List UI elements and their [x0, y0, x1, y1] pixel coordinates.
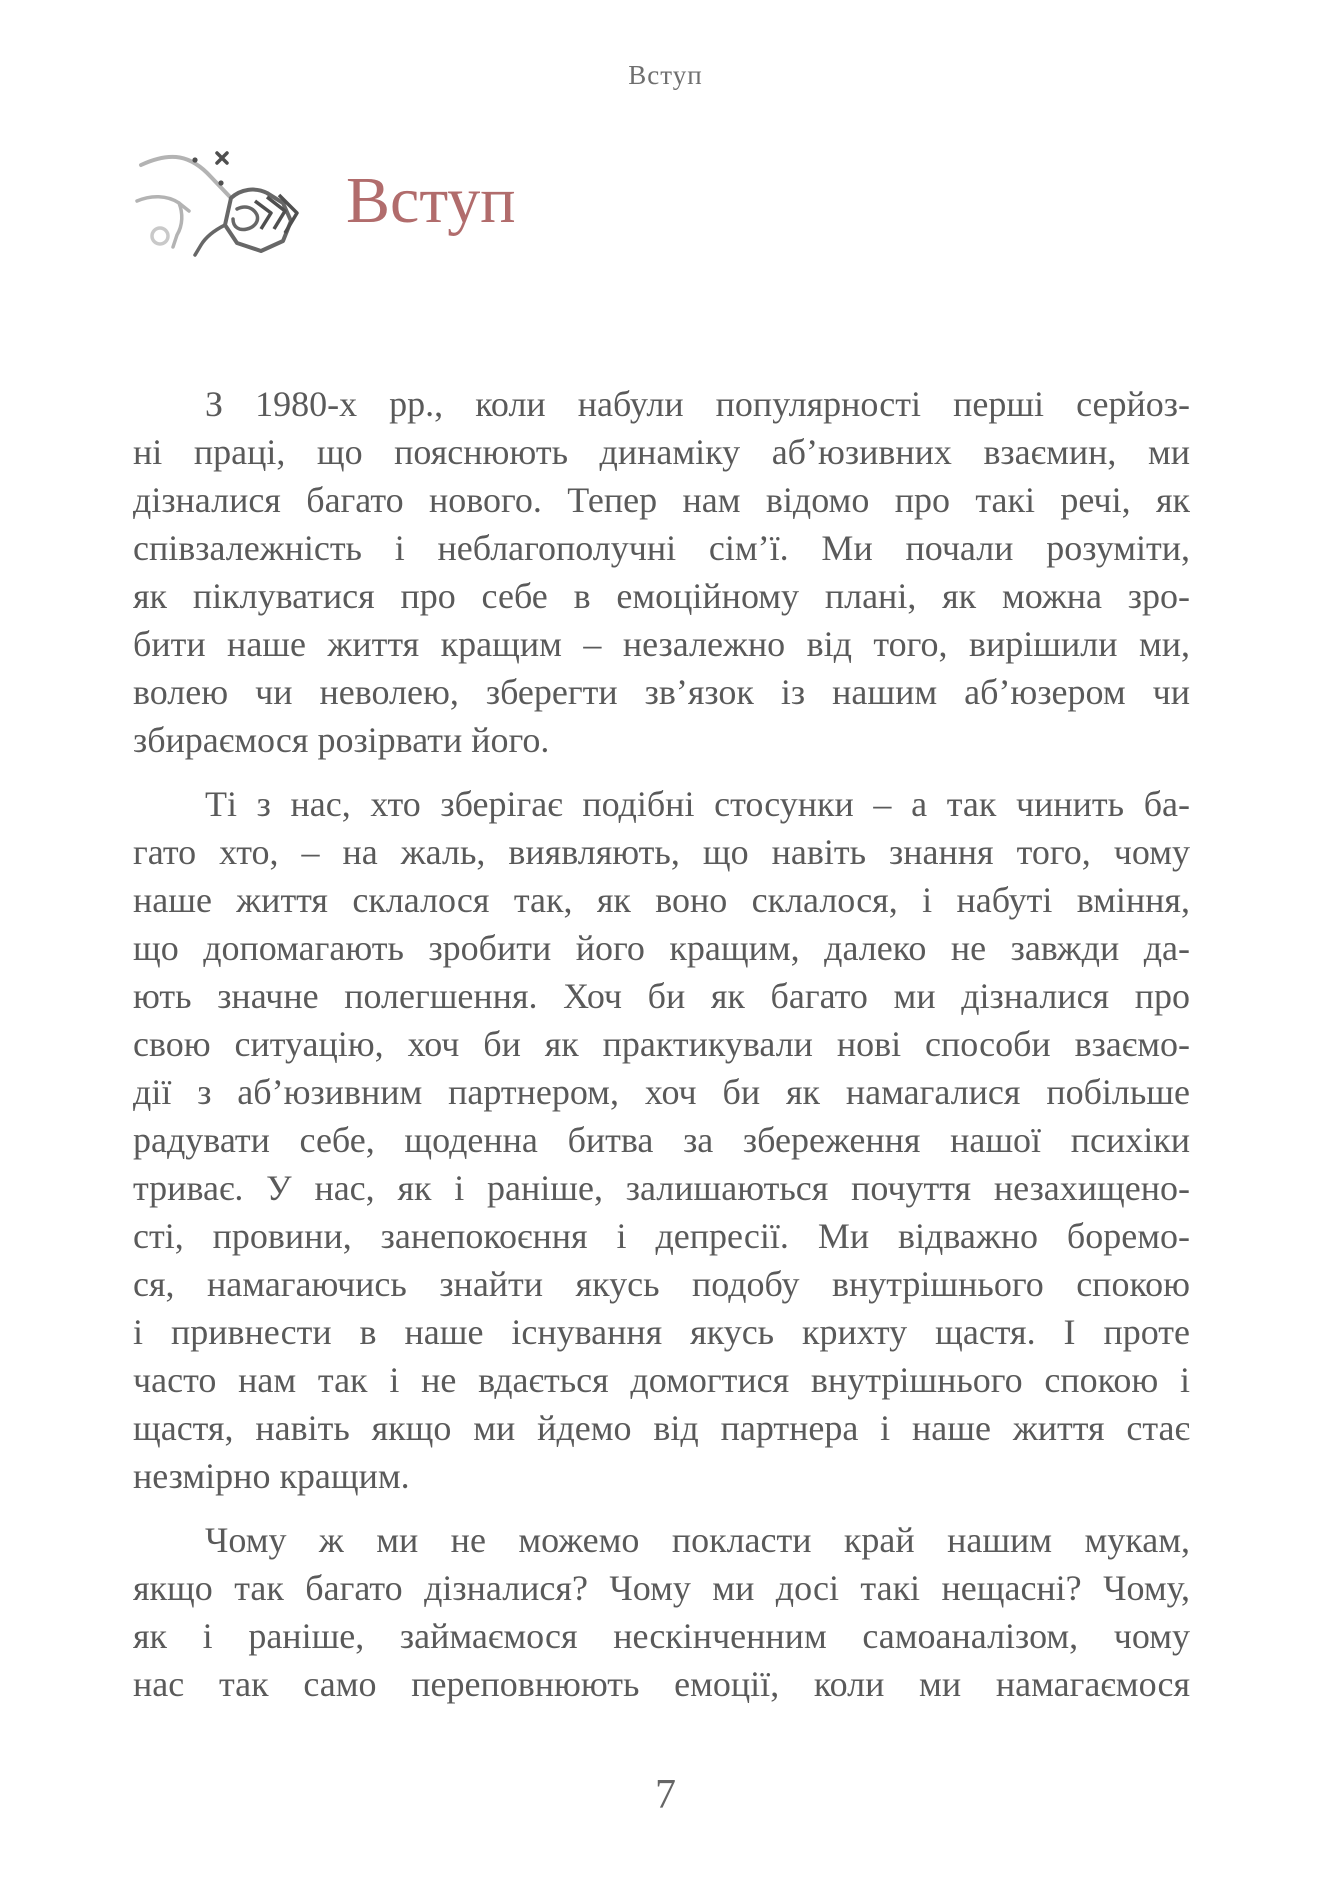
paragraph — [133, 1516, 1190, 1708]
text-line: ють значне полегшення. Хоч би як багато ми дізналися про — [133, 976, 1190, 1016]
chapter-body — [133, 380, 1190, 1708]
hands-sketch-icon — [133, 143, 318, 258]
text-line: ні праці, що пояснюють динаміку аб’юзивних взаємин, ми — [133, 432, 1190, 472]
text-line: часто нам так і не вдається домогтися внутрішнього спокою і — [133, 1360, 1190, 1400]
text-line: як і раніше, займаємося нескінченним самоаналізом, чому — [133, 1616, 1190, 1656]
text-line: збираємося розірвати його. — [133, 720, 550, 760]
text-line: дізналися багато нового. Тепер нам відомо про такі речі, як — [133, 480, 1190, 520]
text-line: Ті з нас, хто зберігає подібні стосунки – а так чинить ба- — [205, 784, 1190, 824]
paragraph — [133, 780, 1190, 1500]
text-line: бити наше життя кращим – незалежно від того, вирішили ми, — [133, 624, 1190, 664]
text-line: гато хто, – на жаль, виявляють, що навіть знання того, чому — [133, 832, 1190, 872]
paragraph — [133, 380, 1190, 764]
text-line: З 1980-х рр., коли набули популярності перші серйоз- — [205, 384, 1190, 424]
text-line: триває. У нас, як і раніше, залишаються почуття незахищено- — [133, 1168, 1190, 1208]
text-line: дії з аб’юзивним партнером, хоч би як намагалися побільше — [133, 1072, 1190, 1112]
text-line: незмірно кращим. — [133, 1456, 410, 1496]
chapter-heading — [133, 143, 1331, 258]
text-line: волею чи неволею, зберегти зв’язок із нашим аб’юзером чи — [133, 672, 1190, 712]
text-line: свою ситуацію, хоч би як практикували нові способи взаємо- — [133, 1024, 1190, 1064]
text-line: і привнести в наше існування якусь крихту щастя. І проте — [133, 1312, 1190, 1352]
text-line: нас так само переповнюють емоції, коли ми намагаємося — [133, 1664, 1190, 1704]
running-header: Вступ — [628, 60, 703, 90]
text-line: як піклуватися про себе в емоційному плані, як можна зро- — [133, 576, 1190, 616]
text-line: наше життя склалося так, як воно склалося, і набуті вміння, — [133, 880, 1190, 920]
text-line: співзалежність і неблагополучні сім’ї. Ми почали розуміти, — [133, 528, 1190, 568]
text-line: Чому ж ми не можемо покласти край нашим мукам, — [205, 1520, 1190, 1560]
text-line: сті, провини, занепокоєння і депресії. Ми відважно боремо- — [133, 1216, 1190, 1256]
chapter-title: Вступ — [346, 163, 516, 237]
text-line: ся, намагаючись знайти якусь подобу внутрішнього спокою — [133, 1264, 1190, 1304]
text-line: якщо так багато дізналися? Чому ми досі такі нещасні? Чому, — [133, 1568, 1190, 1608]
text-line: що допомагають зробити його кращим, далеко не завжди да- — [133, 928, 1190, 968]
page-number: 7 — [655, 1772, 676, 1818]
text-line: радувати себе, щоденна битва за збереження нашої психіки — [133, 1120, 1190, 1160]
text-line: щастя, навіть якщо ми йдемо від партнера і наше життя стає — [133, 1408, 1190, 1448]
